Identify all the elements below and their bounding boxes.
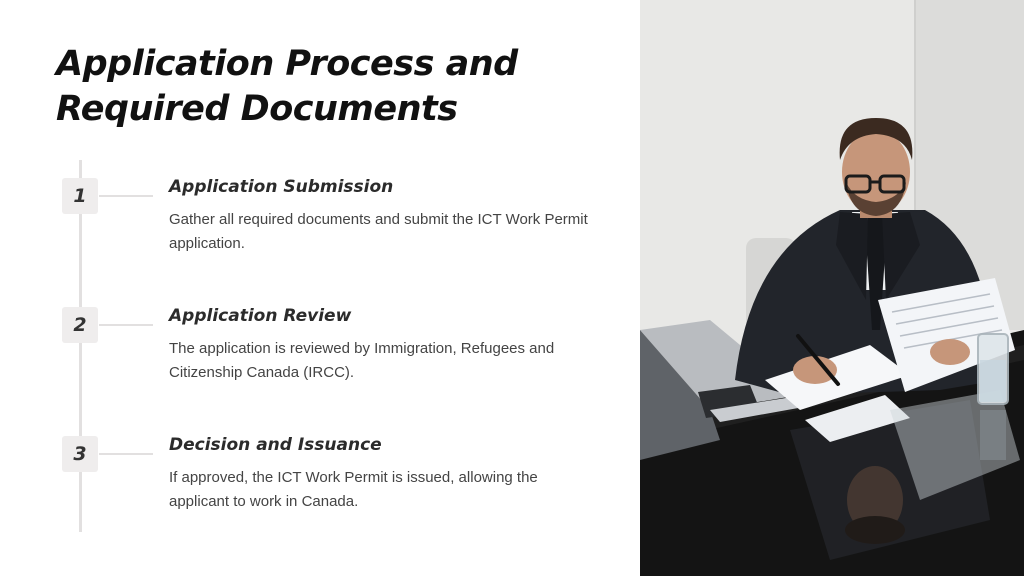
step-connector (99, 195, 153, 197)
step-number-badge: 2 (62, 307, 98, 343)
businessman-photo (640, 0, 1024, 576)
writing-hand (793, 356, 837, 384)
step-heading: Application Submission (169, 177, 394, 197)
page-title (56, 42, 616, 132)
holding-hand (930, 339, 970, 365)
step-number-badge: 1 (62, 178, 98, 214)
timeline-step-1 (0, 160, 640, 270)
step-connector (99, 453, 153, 455)
step-heading: Application Review (169, 306, 352, 326)
timeline-step-2 (0, 289, 640, 399)
step-description: If approved, the ICT Work Permit is issued, allowing the applicant to work in Canada. (169, 469, 538, 510)
step-heading: Decision and Issuance (169, 435, 382, 455)
businessman-illustration (640, 0, 1024, 576)
step-number-badge: 3 (62, 436, 98, 472)
step-description: Gather all required documents and submit the ICT Work Permit application. (169, 211, 588, 252)
page-title-line-2: Required Documents (56, 89, 458, 129)
timeline-step-3 (0, 418, 640, 528)
step-description: The application is reviewed by Immigration, Refugees and Citizenship Canada (IRCC). (169, 340, 555, 381)
step-connector (99, 324, 153, 326)
page-title-line-1: Application Process and (56, 44, 518, 84)
